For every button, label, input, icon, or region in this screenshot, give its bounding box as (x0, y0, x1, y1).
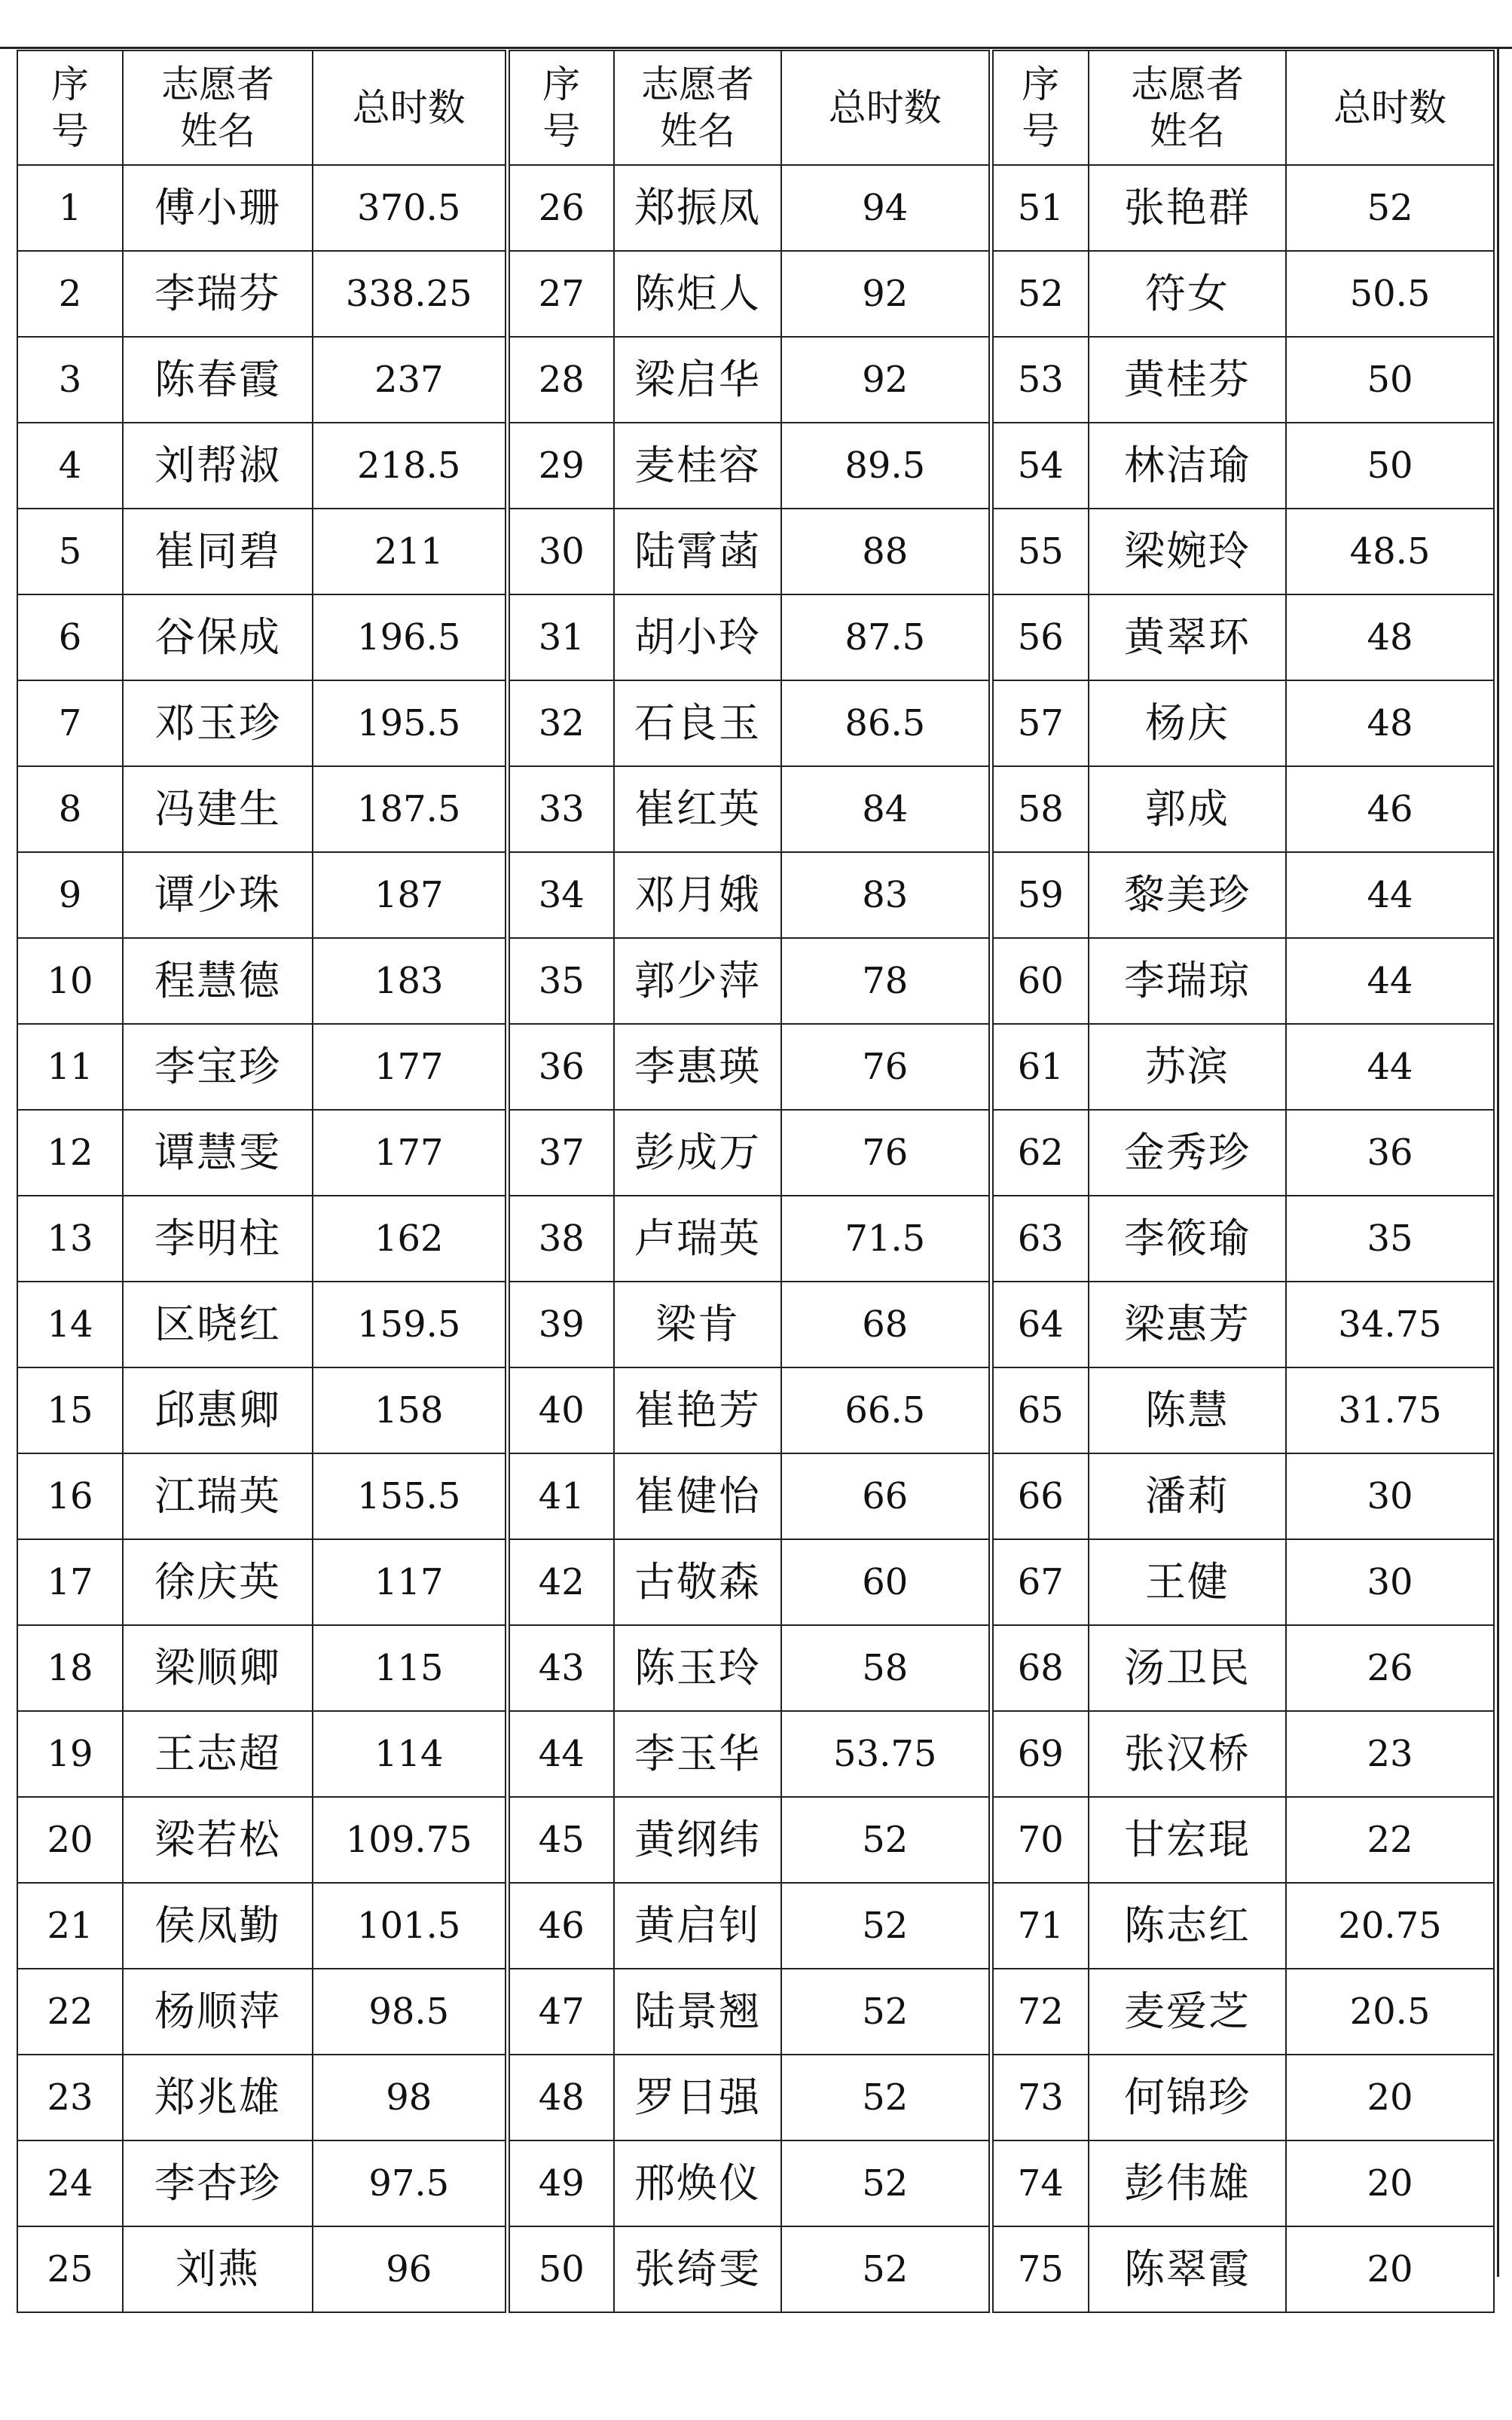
seq-cell: 46 (507, 1883, 614, 1969)
hours-cell: 98.5 (313, 1969, 507, 2055)
seq-cell: 26 (507, 165, 614, 251)
volunteer-name-cell: 傅小珊 (123, 165, 313, 251)
table-header-row (17, 50, 1494, 165)
volunteer-name-cell: 胡小玲 (614, 594, 781, 680)
seq-cell: 8 (17, 766, 123, 852)
volunteer-name-cell: 李杏珍 (123, 2140, 313, 2226)
volunteer-name-cell: 黄启钊 (614, 1883, 781, 1969)
seq-cell: 38 (507, 1196, 614, 1282)
hours-cell: 114 (313, 1711, 507, 1797)
volunteer-name-cell: 张艳群 (1089, 165, 1286, 251)
volunteer-name-cell: 李宝珍 (123, 1024, 313, 1110)
seq-cell: 21 (17, 1883, 123, 1969)
volunteer-name-cell: 黄翠环 (1089, 594, 1286, 680)
seq-cell: 24 (17, 2140, 123, 2226)
hours-cell: 20 (1286, 2226, 1494, 2312)
volunteer-name-cell: 郭成 (1089, 766, 1286, 852)
seq-cell: 45 (507, 1797, 614, 1883)
header-seq: 序 号 (991, 50, 1089, 165)
table-row (17, 1711, 1494, 1797)
volunteer-name-cell: 郭少萍 (614, 938, 781, 1024)
seq-cell: 16 (17, 1453, 123, 1539)
volunteer-name-cell: 汤卫民 (1089, 1625, 1286, 1711)
hours-cell: 66 (781, 1453, 991, 1539)
volunteer-name-cell: 王健 (1089, 1539, 1286, 1625)
seq-cell: 47 (507, 1969, 614, 2055)
hours-cell: 50 (1286, 337, 1494, 423)
table-row (17, 1625, 1494, 1711)
hours-cell: 22 (1286, 1797, 1494, 1883)
hours-cell: 92 (781, 337, 991, 423)
header-hours: 总时数 (1286, 50, 1494, 165)
seq-cell: 4 (17, 423, 123, 509)
seq-cell: 54 (991, 423, 1089, 509)
volunteer-name-cell: 谭慧雯 (123, 1110, 313, 1196)
hours-cell: 52 (781, 1883, 991, 1969)
volunteer-name-cell: 陈慧 (1089, 1367, 1286, 1453)
hours-cell: 183 (313, 938, 507, 1024)
volunteer-name-cell: 张汉桥 (1089, 1711, 1286, 1797)
volunteer-name-cell: 刘帮淑 (123, 423, 313, 509)
seq-cell: 44 (507, 1711, 614, 1797)
seq-cell: 63 (991, 1196, 1089, 1282)
volunteer-name-cell: 张绮雯 (614, 2226, 781, 2312)
seq-cell: 22 (17, 1969, 123, 2055)
hours-cell: 35 (1286, 1196, 1494, 1282)
seq-cell: 18 (17, 1625, 123, 1711)
table-row (17, 423, 1494, 509)
seq-cell: 3 (17, 337, 123, 423)
seq-cell: 11 (17, 1024, 123, 1110)
seq-cell: 73 (991, 2055, 1089, 2140)
hours-cell: 52 (781, 2055, 991, 2140)
hours-cell: 48 (1286, 680, 1494, 766)
volunteer-name-cell: 陈春霞 (123, 337, 313, 423)
seq-cell: 1 (17, 165, 123, 251)
table-row (17, 1367, 1494, 1453)
seq-cell: 60 (991, 938, 1089, 1024)
table-row (17, 1282, 1494, 1367)
seq-cell: 37 (507, 1110, 614, 1196)
header-name: 志愿者 姓名 (1089, 50, 1286, 165)
hours-cell: 76 (781, 1024, 991, 1110)
volunteer-name-cell: 彭伟雄 (1089, 2140, 1286, 2226)
seq-cell: 39 (507, 1282, 614, 1367)
seq-cell: 59 (991, 852, 1089, 938)
volunteer-name-cell: 彭成万 (614, 1110, 781, 1196)
seq-cell: 42 (507, 1539, 614, 1625)
volunteer-name-cell: 梁肯 (614, 1282, 781, 1367)
volunteer-name-cell: 冯建生 (123, 766, 313, 852)
header-seq: 序 号 (17, 50, 123, 165)
volunteer-name-cell: 陈炬人 (614, 251, 781, 337)
volunteer-name-cell: 李瑞芬 (123, 251, 313, 337)
hours-cell: 98 (313, 2055, 507, 2140)
table-row (17, 1110, 1494, 1196)
volunteer-name-cell: 李玉华 (614, 1711, 781, 1797)
seq-cell: 71 (991, 1883, 1089, 1969)
volunteer-name-cell: 陈志红 (1089, 1883, 1286, 1969)
header-name: 志愿者 姓名 (614, 50, 781, 165)
volunteer-name-cell: 陆霄菡 (614, 509, 781, 594)
hours-cell: 44 (1286, 938, 1494, 1024)
seq-cell: 36 (507, 1024, 614, 1110)
seq-cell: 64 (991, 1282, 1089, 1367)
hours-cell: 115 (313, 1625, 507, 1711)
hours-cell: 155.5 (313, 1453, 507, 1539)
seq-cell: 69 (991, 1711, 1089, 1797)
hours-cell: 60 (781, 1539, 991, 1625)
volunteer-name-cell: 崔健怡 (614, 1453, 781, 1539)
hours-cell: 71.5 (781, 1196, 991, 1282)
hours-cell: 44 (1286, 1024, 1494, 1110)
table-row (17, 2140, 1494, 2226)
hours-cell: 34.75 (1286, 1282, 1494, 1367)
volunteer-name-cell: 邓玉珍 (123, 680, 313, 766)
volunteer-name-cell: 何锦珍 (1089, 2055, 1286, 2140)
volunteer-name-cell: 陈玉玲 (614, 1625, 781, 1711)
hours-cell: 36 (1286, 1110, 1494, 1196)
seq-cell: 34 (507, 852, 614, 938)
seq-cell: 61 (991, 1024, 1089, 1110)
volunteer-name-cell: 麦爱芝 (1089, 1969, 1286, 2055)
volunteer-name-cell: 符女 (1089, 251, 1286, 337)
top-rule (0, 47, 1512, 49)
table-row (17, 938, 1494, 1024)
hours-cell: 187.5 (313, 766, 507, 852)
seq-cell: 41 (507, 1453, 614, 1539)
volunteer-name-cell: 崔艳芳 (614, 1367, 781, 1453)
volunteer-name-cell: 黄桂芬 (1089, 337, 1286, 423)
hours-cell: 159.5 (313, 1282, 507, 1367)
seq-cell: 17 (17, 1539, 123, 1625)
volunteer-name-cell: 石良玉 (614, 680, 781, 766)
volunteer-name-cell: 黎美珍 (1089, 852, 1286, 938)
hours-cell: 53.75 (781, 1711, 991, 1797)
volunteer-name-cell: 梁惠芳 (1089, 1282, 1286, 1367)
seq-cell: 20 (17, 1797, 123, 1883)
seq-cell: 10 (17, 938, 123, 1024)
volunteer-name-cell: 江瑞英 (123, 1453, 313, 1539)
hours-cell: 97.5 (313, 2140, 507, 2226)
volunteer-name-cell: 陆景翘 (614, 1969, 781, 2055)
hours-cell: 92 (781, 251, 991, 337)
hours-cell: 44 (1286, 852, 1494, 938)
volunteer-name-cell: 苏滨 (1089, 1024, 1286, 1110)
volunteer-hours-table (17, 50, 1495, 2313)
header-hours: 总时数 (781, 50, 991, 165)
seq-cell: 23 (17, 2055, 123, 2140)
seq-cell: 57 (991, 680, 1089, 766)
hours-cell: 26 (1286, 1625, 1494, 1711)
hours-cell: 338.25 (313, 251, 507, 337)
volunteer-name-cell: 郑振凤 (614, 165, 781, 251)
table-row (17, 2226, 1494, 2312)
seq-cell: 29 (507, 423, 614, 509)
table-row (17, 1453, 1494, 1539)
hours-cell: 20 (1286, 2055, 1494, 2140)
hours-cell: 187 (313, 852, 507, 938)
seq-cell: 58 (991, 766, 1089, 852)
hours-cell: 237 (313, 337, 507, 423)
seq-cell: 30 (507, 509, 614, 594)
seq-cell: 70 (991, 1797, 1089, 1883)
seq-cell: 53 (991, 337, 1089, 423)
seq-cell: 74 (991, 2140, 1089, 2226)
hours-cell: 46 (1286, 766, 1494, 852)
volunteer-name-cell: 侯凤勤 (123, 1883, 313, 1969)
volunteer-name-cell: 邢焕仪 (614, 2140, 781, 2226)
volunteer-name-cell: 崔同碧 (123, 509, 313, 594)
hours-cell: 89.5 (781, 423, 991, 509)
hours-cell: 101.5 (313, 1883, 507, 1969)
volunteer-name-cell: 梁若松 (123, 1797, 313, 1883)
hours-cell: 96 (313, 2226, 507, 2312)
seq-cell: 67 (991, 1539, 1089, 1625)
table-row (17, 2055, 1494, 2140)
header-hours: 总时数 (313, 50, 507, 165)
seq-cell: 25 (17, 2226, 123, 2312)
hours-cell: 58 (781, 1625, 991, 1711)
hours-cell: 162 (313, 1196, 507, 1282)
volunteer-name-cell: 黄纲纬 (614, 1797, 781, 1883)
volunteer-name-cell: 谷保成 (123, 594, 313, 680)
hours-cell: 52 (781, 1797, 991, 1883)
volunteer-name-cell: 梁婉玲 (1089, 509, 1286, 594)
hours-cell: 66.5 (781, 1367, 991, 1453)
seq-cell: 27 (507, 251, 614, 337)
hours-cell: 86.5 (781, 680, 991, 766)
volunteer-name-cell: 区晓红 (123, 1282, 313, 1367)
hours-cell: 48.5 (1286, 509, 1494, 594)
hours-cell: 50 (1286, 423, 1494, 509)
table-row (17, 1539, 1494, 1625)
hours-cell: 48 (1286, 594, 1494, 680)
volunteer-name-cell: 罗日强 (614, 2055, 781, 2140)
volunteer-name-cell: 古敬森 (614, 1539, 781, 1625)
header-seq: 序 号 (507, 50, 614, 165)
volunteer-name-cell: 梁启华 (614, 337, 781, 423)
volunteer-name-cell: 邓月娥 (614, 852, 781, 938)
hours-cell: 52 (781, 2140, 991, 2226)
volunteer-name-cell: 谭少珠 (123, 852, 313, 938)
hours-cell: 177 (313, 1024, 507, 1110)
volunteer-name-cell: 崔红英 (614, 766, 781, 852)
volunteer-name-cell: 徐庆英 (123, 1539, 313, 1625)
table-row (17, 1797, 1494, 1883)
seq-cell: 65 (991, 1367, 1089, 1453)
volunteer-name-cell: 杨庆 (1089, 680, 1286, 766)
seq-cell: 62 (991, 1110, 1089, 1196)
hours-cell: 88 (781, 509, 991, 594)
hours-cell: 23 (1286, 1711, 1494, 1797)
volunteer-name-cell: 林洁瑜 (1089, 423, 1286, 509)
volunteer-name-cell: 郑兆雄 (123, 2055, 313, 2140)
hours-cell: 68 (781, 1282, 991, 1367)
table-row (17, 766, 1494, 852)
seq-cell: 33 (507, 766, 614, 852)
hours-cell: 177 (313, 1110, 507, 1196)
seq-cell: 6 (17, 594, 123, 680)
hours-cell: 211 (313, 509, 507, 594)
table-row (17, 337, 1494, 423)
seq-cell: 7 (17, 680, 123, 766)
seq-cell: 31 (507, 594, 614, 680)
hours-cell: 30 (1286, 1453, 1494, 1539)
seq-cell: 12 (17, 1110, 123, 1196)
hours-cell: 76 (781, 1110, 991, 1196)
volunteer-name-cell: 金秀珍 (1089, 1110, 1286, 1196)
seq-cell: 13 (17, 1196, 123, 1282)
table-row (17, 1883, 1494, 1969)
hours-cell: 31.75 (1286, 1367, 1494, 1453)
volunteer-name-cell: 李明柱 (123, 1196, 313, 1282)
hours-cell: 370.5 (313, 165, 507, 251)
seq-cell: 75 (991, 2226, 1089, 2312)
volunteer-name-cell: 甘宏琨 (1089, 1797, 1286, 1883)
hours-cell: 78 (781, 938, 991, 1024)
seq-cell: 32 (507, 680, 614, 766)
hours-cell: 109.75 (313, 1797, 507, 1883)
seq-cell: 15 (17, 1367, 123, 1453)
hours-cell: 94 (781, 165, 991, 251)
volunteer-name-cell: 卢瑞英 (614, 1196, 781, 1282)
volunteer-name-cell: 李惠瑛 (614, 1024, 781, 1110)
table-row (17, 1196, 1494, 1282)
hours-cell: 20 (1286, 2140, 1494, 2226)
hours-cell: 84 (781, 766, 991, 852)
volunteer-name-cell: 麦桂容 (614, 423, 781, 509)
volunteer-name-cell: 邱惠卿 (123, 1367, 313, 1453)
seq-cell: 5 (17, 509, 123, 594)
page-edge-line (1497, 47, 1499, 2277)
seq-cell: 66 (991, 1453, 1089, 1539)
hours-cell: 158 (313, 1367, 507, 1453)
seq-cell: 49 (507, 2140, 614, 2226)
hours-cell: 20.75 (1286, 1883, 1494, 1969)
seq-cell: 40 (507, 1367, 614, 1453)
volunteer-name-cell: 李瑞琼 (1089, 938, 1286, 1024)
seq-cell: 56 (991, 594, 1089, 680)
table-row (17, 165, 1494, 251)
table-row (17, 1969, 1494, 2055)
table-row (17, 1024, 1494, 1110)
hours-cell: 87.5 (781, 594, 991, 680)
volunteer-name-cell: 杨顺萍 (123, 1969, 313, 2055)
header-name: 志愿者 姓名 (123, 50, 313, 165)
seq-cell: 55 (991, 509, 1089, 594)
hours-cell: 52 (781, 2226, 991, 2312)
seq-cell: 52 (991, 251, 1089, 337)
hours-cell: 83 (781, 852, 991, 938)
volunteer-name-cell: 王志超 (123, 1711, 313, 1797)
seq-cell: 72 (991, 1969, 1089, 2055)
hours-cell: 117 (313, 1539, 507, 1625)
seq-cell: 43 (507, 1625, 614, 1711)
table-row (17, 251, 1494, 337)
seq-cell: 50 (507, 2226, 614, 2312)
volunteer-name-cell: 梁顺卿 (123, 1625, 313, 1711)
hours-cell: 52 (1286, 165, 1494, 251)
seq-cell: 68 (991, 1625, 1089, 1711)
volunteer-name-cell: 李筱瑜 (1089, 1196, 1286, 1282)
seq-cell: 28 (507, 337, 614, 423)
hours-cell: 50.5 (1286, 251, 1494, 337)
volunteer-name-cell: 潘莉 (1089, 1453, 1286, 1539)
seq-cell: 51 (991, 165, 1089, 251)
hours-cell: 30 (1286, 1539, 1494, 1625)
volunteer-name-cell: 陈翠霞 (1089, 2226, 1286, 2312)
hours-cell: 195.5 (313, 680, 507, 766)
table-row (17, 852, 1494, 938)
seq-cell: 48 (507, 2055, 614, 2140)
hours-cell: 52 (781, 1969, 991, 2055)
hours-cell: 196.5 (313, 594, 507, 680)
table-row (17, 680, 1494, 766)
seq-cell: 19 (17, 1711, 123, 1797)
table-row (17, 509, 1494, 594)
table-row (17, 594, 1494, 680)
seq-cell: 35 (507, 938, 614, 1024)
volunteer-name-cell: 刘燕 (123, 2226, 313, 2312)
seq-cell: 14 (17, 1282, 123, 1367)
hours-cell: 20.5 (1286, 1969, 1494, 2055)
seq-cell: 2 (17, 251, 123, 337)
hours-cell: 218.5 (313, 423, 507, 509)
volunteer-name-cell: 程慧德 (123, 938, 313, 1024)
seq-cell: 9 (17, 852, 123, 938)
